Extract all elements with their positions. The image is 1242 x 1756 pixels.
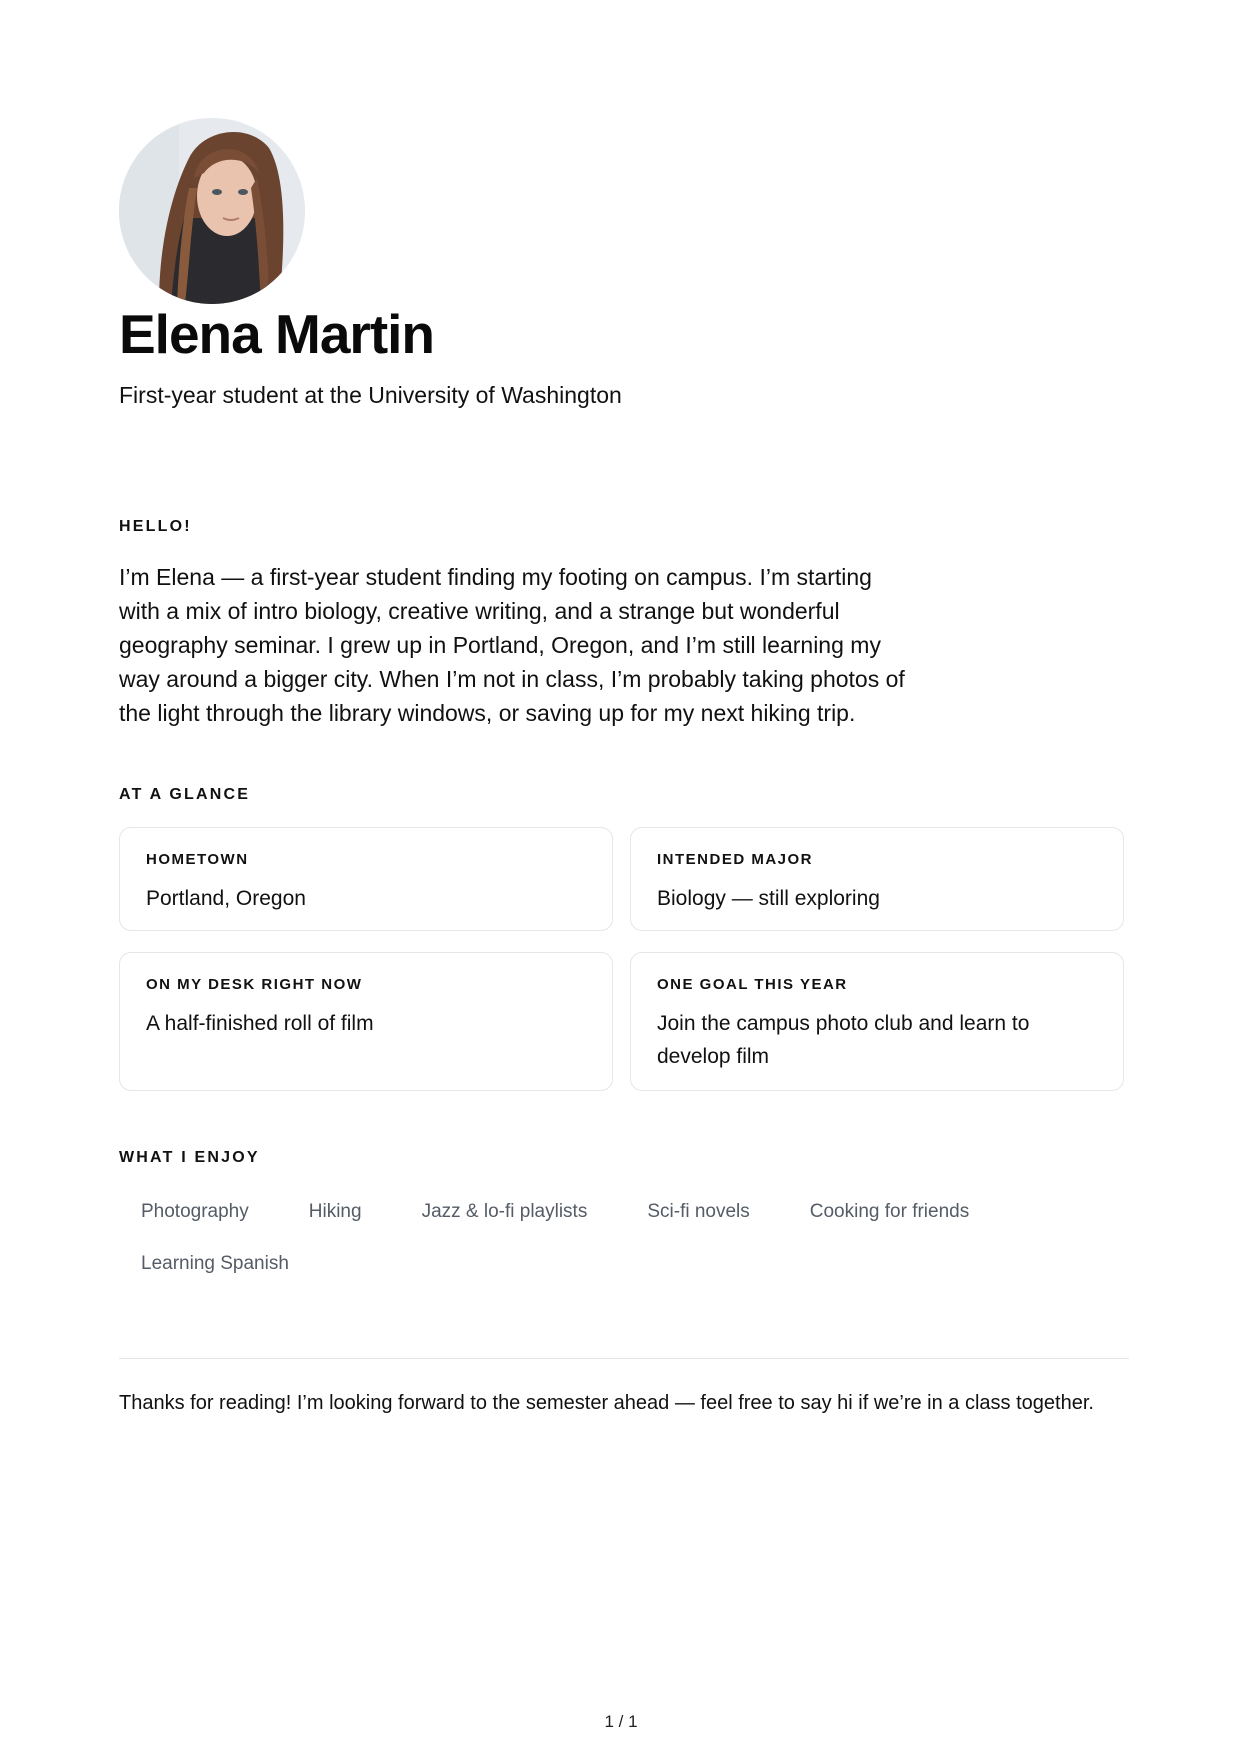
page-number: 1 / 1: [604, 1712, 638, 1731]
glance-card-on-my-desk: [119, 952, 613, 1091]
card-title: ON MY DESK RIGHT NOW: [146, 976, 363, 993]
section-title-hello: HELLO!: [119, 518, 192, 535]
glance-card-intended-major: [630, 827, 1124, 931]
intro-paragraph: I’m Elena — a first-year student finding my footing on campus. I’m starting with a mix of intro biology, creative writing, and a strange but wonderful geography seminar. I grew up in Portland, Oregon, and I’m still learning my way around a bigger city. When I’m not in class, I’m probably taking photos of the light through the library windows, or saving up for my next hiking trip.: [119, 564, 905, 726]
interest-chip: Cooking for friends: [809, 1201, 970, 1222]
glance-card-hometown: [119, 827, 613, 931]
section-title-at-a-glance: AT A GLANCE: [119, 786, 251, 803]
interest-chip: Photography: [141, 1201, 249, 1222]
card-value: Join the campus photo club and learn to develop film: [657, 1012, 1030, 1068]
avatar: [119, 118, 305, 304]
interest-list: [119, 1195, 1129, 1281]
interest-chip: Jazz & lo-fi playlists: [421, 1201, 588, 1222]
card-title: INTENDED MAJOR: [657, 851, 814, 868]
card-value: A half-finished roll of film: [146, 1012, 374, 1035]
interest-chip: Hiking: [308, 1201, 362, 1222]
profile-subtitle: First-year student at the University of Washington: [119, 382, 622, 408]
closing-note: Thanks for reading! I’m looking forward to the semester ahead — feel free to say hi if we’re in a class together.: [119, 1392, 1094, 1414]
glance-card-one-goal: [630, 952, 1124, 1091]
card-value: Biology — still exploring: [657, 887, 880, 910]
divider: [119, 1358, 1129, 1359]
profile-name: Elena Martin: [119, 303, 435, 365]
interest-chip: Learning Spanish: [141, 1253, 289, 1274]
interest-chip: Sci-fi novels: [647, 1201, 750, 1222]
card-value: Portland, Oregon: [146, 887, 306, 910]
section-title-what-i-enjoy: WHAT I ENJOY: [119, 1149, 260, 1166]
card-title: ONE GOAL THIS YEAR: [657, 976, 848, 993]
portrait-photo-icon: [119, 118, 305, 304]
card-title: HOMETOWN: [146, 851, 249, 868]
